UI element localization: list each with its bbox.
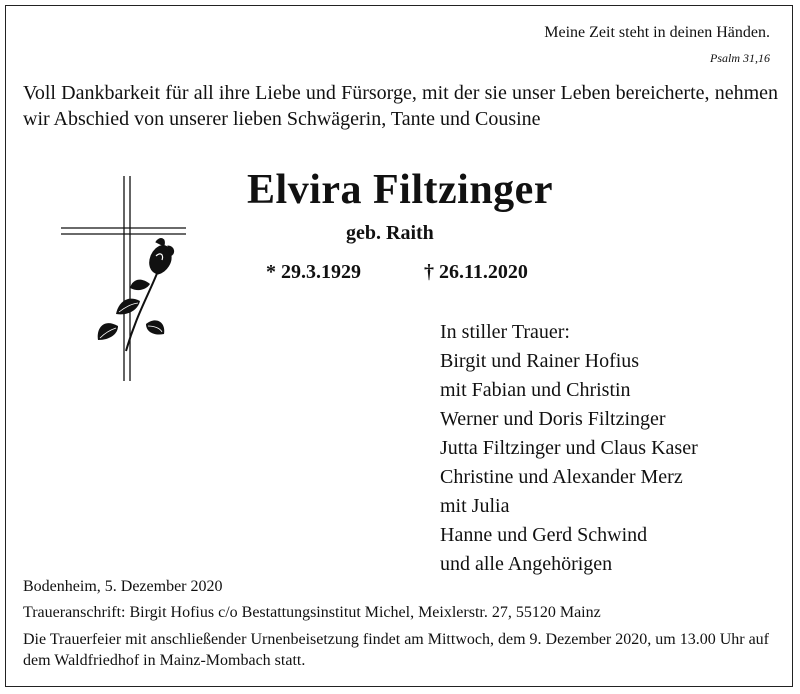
birth-date: * 29.3.1929 xyxy=(266,261,361,283)
mourner-line: und alle Angehörigen xyxy=(440,553,613,575)
mourner-line: Jutta Filtzinger und Claus Kaser xyxy=(440,437,698,459)
death-date: † 26.11.2020 xyxy=(424,261,528,283)
funeral-info: Die Trauerfeier mit anschließender Urnenbeisetzung findet am Mittwoch, dem 9. Dezember 2020, um 13.00 Uhr auf dem Waldfriedhof in Mainz-Mombach statt. xyxy=(23,631,770,669)
mourner-line: Werner und Doris Filtzinger xyxy=(440,408,666,430)
birth-name: geb. Raith xyxy=(346,222,434,244)
mourning-address: Traueranschrift: Birgit Hofius c/o Bestattungsinstitut Michel, Meixlerstr. 27, 55120 Mainz xyxy=(23,604,601,621)
obituary-notice xyxy=(5,5,793,687)
mourner-line: mit Fabian und Christin xyxy=(440,379,631,401)
mourner-line: mit Julia xyxy=(440,495,510,517)
intro-text: Voll Dankbarkeit für all ihre Liebe und Fürsorge, mit der sie unser Leben bereicherte, nehmen wir Abschied von unserer lieben Schwägerin, Tante und Cousine xyxy=(23,82,778,130)
mourner-line: Birgit und Rainer Hofius xyxy=(440,350,640,372)
mourners-list xyxy=(440,318,698,579)
deceased-name: Elvira Filtzinger xyxy=(247,167,553,213)
mourner-line: Hanne und Gerd Schwind xyxy=(440,524,648,546)
mourner-line: Christine und Alexander Merz xyxy=(440,466,683,488)
mourners-heading: In stiller Trauer: xyxy=(440,321,570,343)
psalm-reference: Psalm 31,16 xyxy=(710,51,770,65)
place-date: Bodenheim, 5. Dezember 2020 xyxy=(23,578,223,595)
motto: Meine Zeit steht in deinen Händen. xyxy=(544,24,770,41)
